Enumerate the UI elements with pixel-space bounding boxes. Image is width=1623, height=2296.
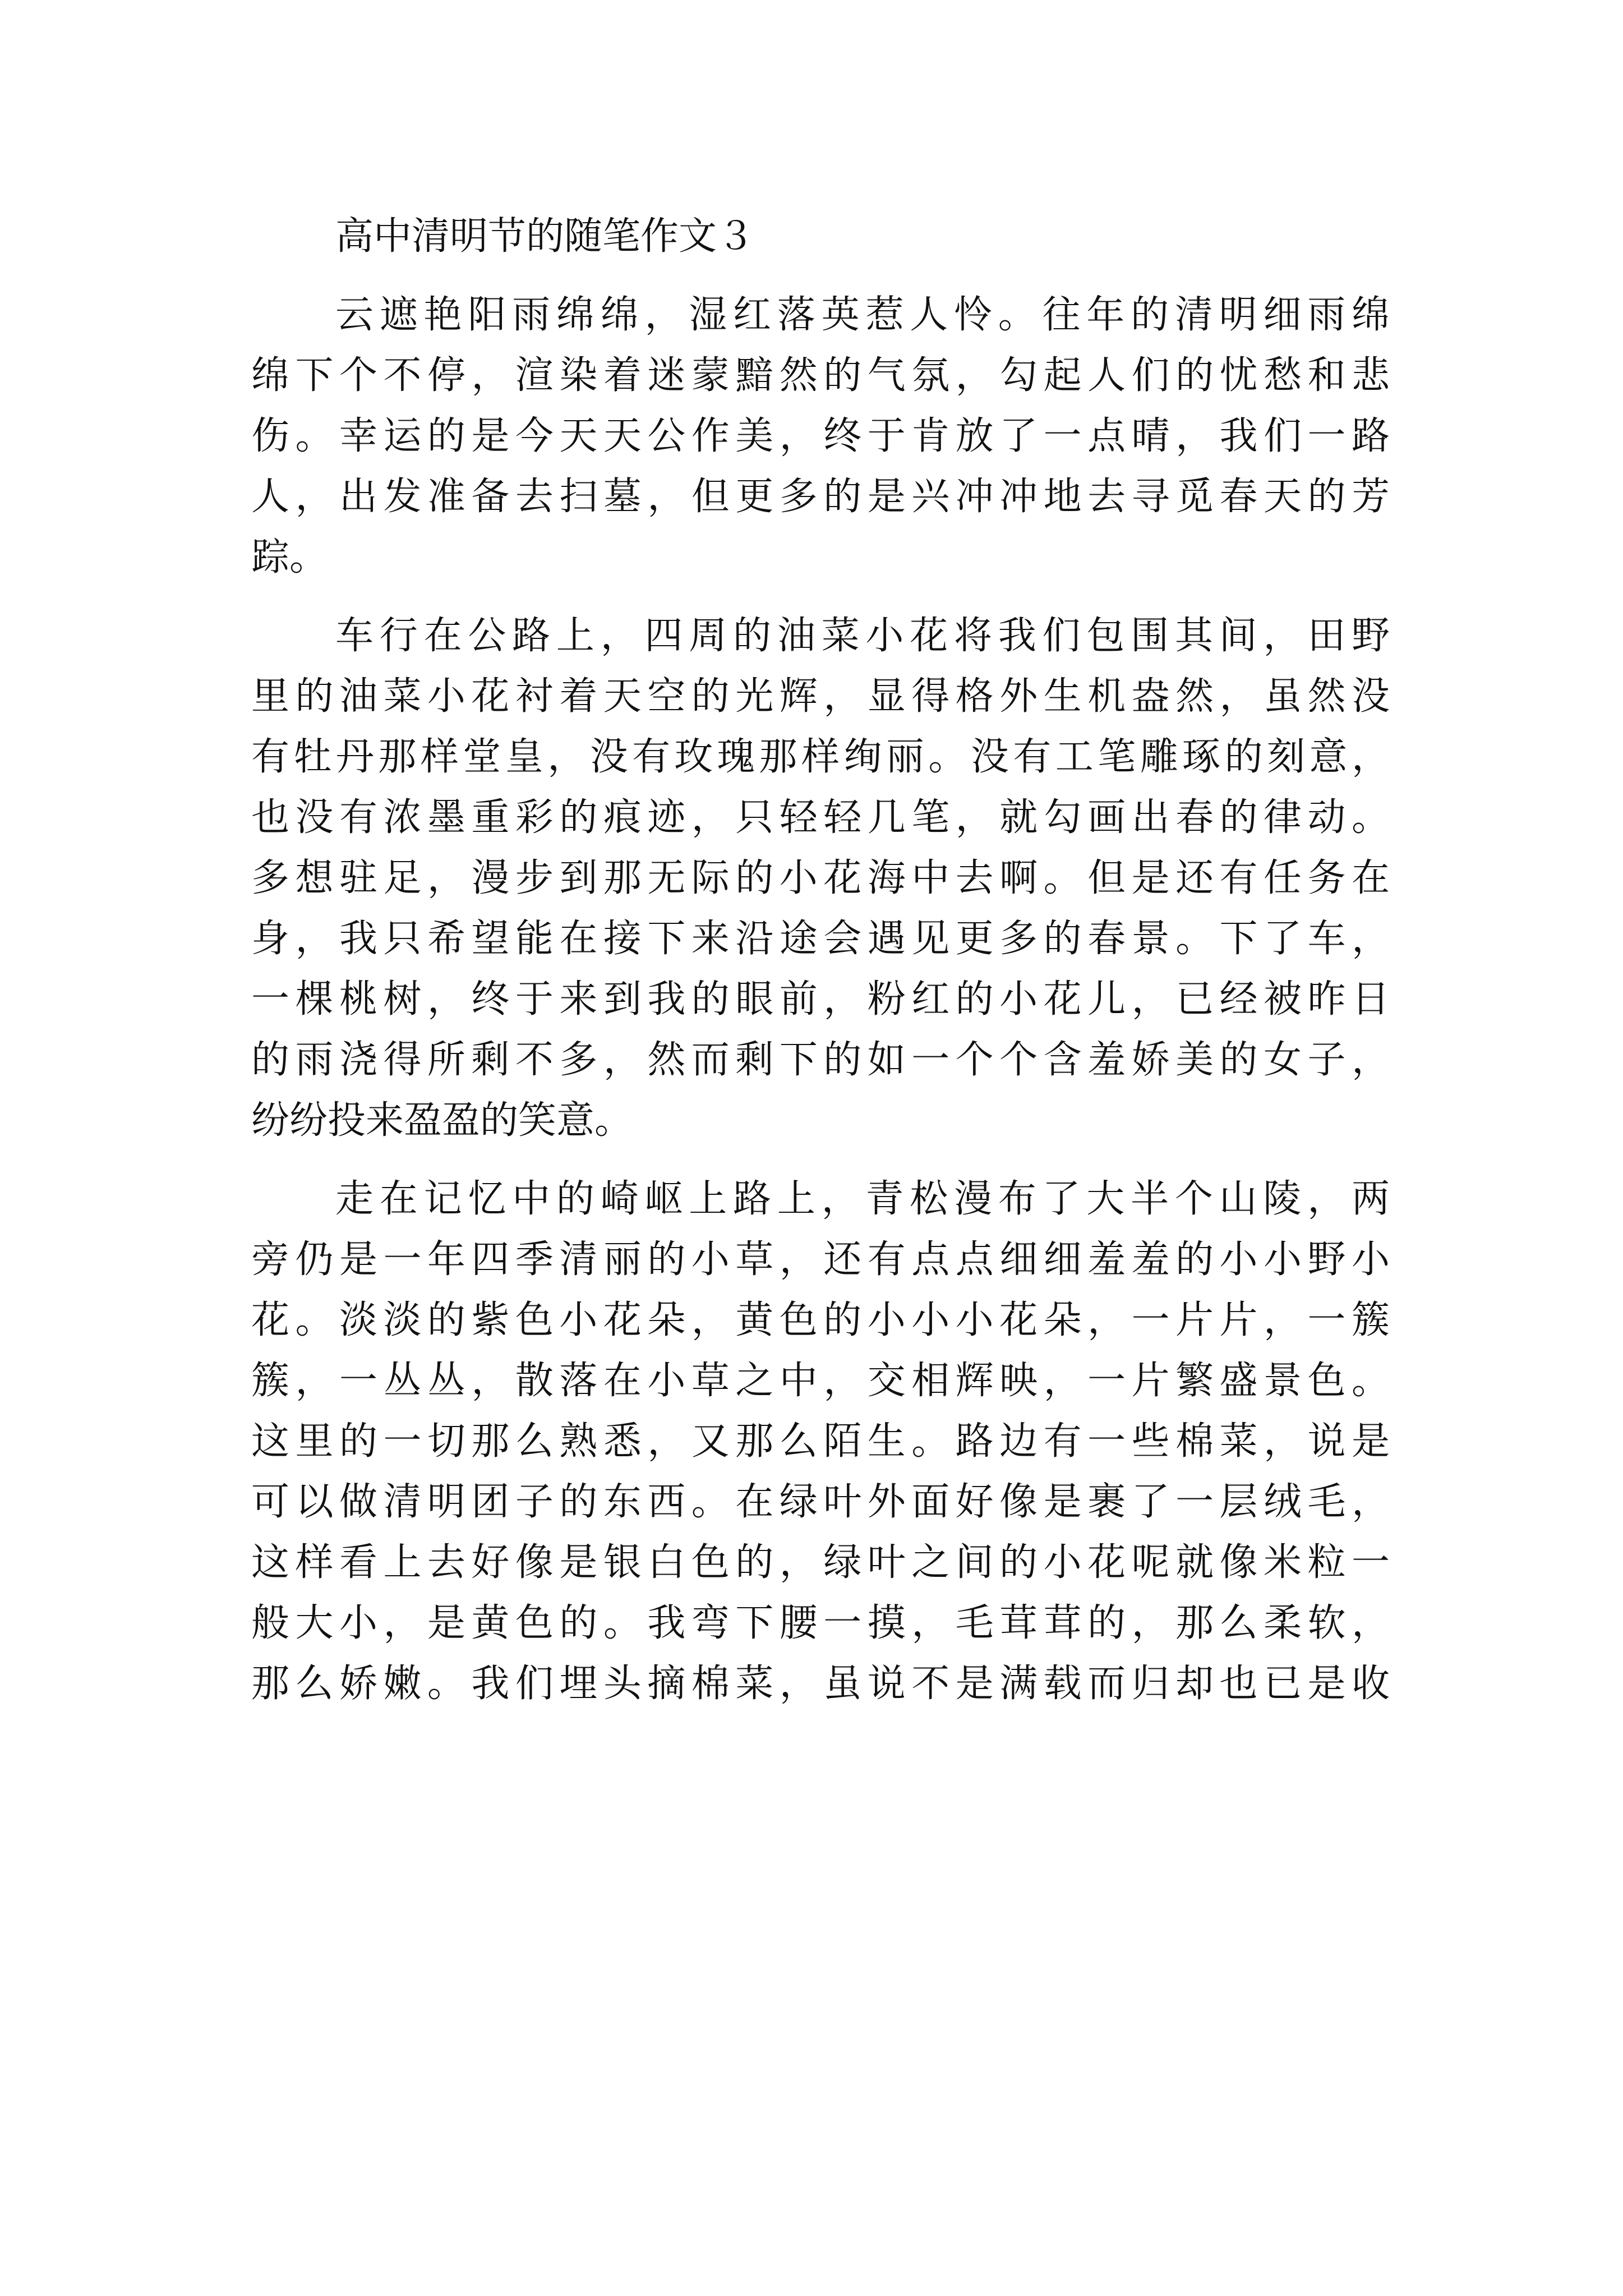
text-line: 有牡丹那样堂皇，没有玫瑰那样绚丽。没有工笔雕琢的刻意， (251, 735, 1390, 779)
text-line: 伤。幸运的是今天天公作美，终于肯放了一点晴，我们一路 (251, 414, 1390, 458)
document-body (251, 206, 1390, 1714)
text-line: 的雨浇得所剩不多，然而剩下的如一个个含羞娇美的女子， (251, 1038, 1390, 1082)
text-line: 旁仍是一年四季清丽的小草，还有点点细细羞羞的小小野小 (251, 1237, 1390, 1282)
text-line: 云遮艳阳雨绵绵，湿红落英惹人怜。往年的清明细雨绵 (335, 293, 1390, 337)
paragraph (251, 285, 1390, 588)
paragraph (251, 1169, 1390, 1714)
text-line: 纷纷投来盈盈的笑意。 (251, 1098, 633, 1143)
text-line: 里的油菜小花衬着天空的光辉，显得格外生机盎然，虽然没 (251, 674, 1390, 719)
text-line: 踪。 (251, 535, 328, 579)
text-line: 走在记忆中的崎岖上路上，青松漫布了大半个山陵，两 (335, 1177, 1390, 1221)
text-line: 人，出发准备去扫墓，但更多的是兴冲冲地去寻觅春天的芳 (251, 475, 1390, 519)
text-line: 绵下个不停，渲染着迷蒙黯然的气氛，勾起人们的忧愁和悲 (251, 353, 1390, 398)
text-line: 车行在公路上，四周的油菜小花将我们包围其间，田野 (335, 614, 1390, 658)
text-line: 这里的一切那么熟悉，又那么陌生。路边有一些棉菜，说是 (251, 1419, 1390, 1464)
text-line: 簇，一丛丛，散落在小草之中，交相辉映，一片繁盛景色。 (251, 1359, 1390, 1403)
document-title: 高中清明节的随笔作文３ (335, 214, 755, 259)
text-line: 那么娇嫩。我们埋头摘棉菜，虽说不是满载而归却也已是收 (251, 1662, 1390, 1706)
text-line: 一棵桃树，终于来到我的眼前，粉红的小花儿，已经被昨日 (251, 977, 1390, 1022)
text-line: 这样看上去好像是银白色的，绿叶之间的小花呢就像米粒一 (251, 1540, 1390, 1585)
text-line: 身，我只希望能在接下来沿途会遇见更多的春景。下了车， (251, 917, 1390, 961)
text-line: 也没有浓墨重彩的痕迹，只轻轻几笔，就勾画出春的律动。 (251, 795, 1390, 840)
text-line: 花。淡淡的紫色小花朵，黄色的小小小花朵，一片片，一簇 (251, 1298, 1390, 1342)
text-line: 多想驻足，漫步到那无际的小花海中去啊。但是还有任务在 (251, 856, 1390, 900)
paragraph (251, 606, 1390, 1151)
text-line: 般大小，是黄色的。我弯下腰一摸，毛茸茸的，那么柔软， (251, 1601, 1390, 1645)
text-line: 可以做清明团子的东西。在绿叶外面好像是裹了一层绒毛， (251, 1480, 1390, 1524)
